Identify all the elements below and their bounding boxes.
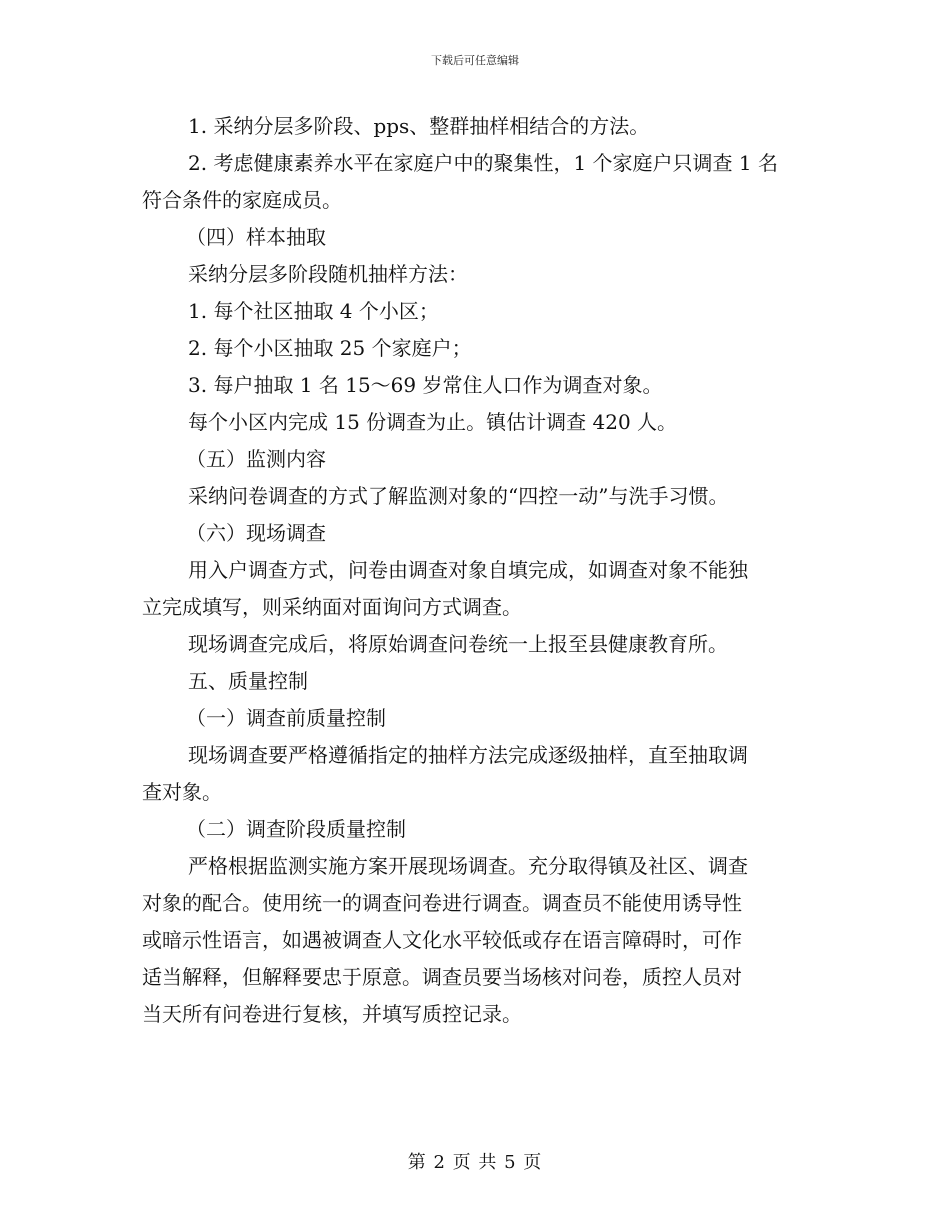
paragraph-step-1: 1. 每个社区抽取 4 个小区； bbox=[188, 299, 439, 323]
paragraph-sample-size: 每个小区内完成 15 份调查为止。镇估计调查 420 人。 bbox=[188, 410, 678, 434]
document-body bbox=[142, 108, 810, 1033]
paragraph-step-2: 2. 每个小区抽取 25 个家庭户； bbox=[188, 336, 472, 360]
paragraph-survey-stage-qc-line2: 对象的配合。使用统一的调查问卷进行调查。调查员不能使用诱导性 bbox=[142, 891, 742, 915]
paragraph-monitoring-content: 采纳问卷调查的方式了解监测对象的“四控一动”与洗手习惯。 bbox=[188, 484, 729, 508]
paragraph-method-2-line2: 符合条件的家庭成员。 bbox=[142, 188, 342, 212]
page-number: 第 2 页 共 5 页 bbox=[407, 1152, 543, 1173]
paragraph-field-survey-line1: 用入户调查方式，问卷由调查对象自填完成，如调查对象不能独 bbox=[188, 558, 748, 582]
heading-pre-survey-qc: （一）调查前质量控制 bbox=[186, 706, 386, 730]
paragraph-method-1: 1. 采纳分层多阶段、pps、整群抽样相结合的方法。 bbox=[188, 114, 650, 138]
header-note: 下载后可任意编辑 bbox=[431, 54, 519, 67]
paragraph-survey-stage-qc-line4: 适当解释，但解释要忠于原意。调查员要当场核对问卷，质控人员对 bbox=[142, 965, 742, 989]
paragraph-survey-stage-qc-line5: 当天所有问卷进行复核，并填写质控记录。 bbox=[142, 1002, 522, 1026]
paragraph-sampling-method: 采纳分层多阶段随机抽样方法： bbox=[188, 262, 468, 286]
paragraph-survey-stage-qc-line3: 或暗示性语言，如遇被调查人文化水平较低或存在语言障碍时，可作 bbox=[142, 928, 742, 952]
heading-field-survey: （六）现场调查 bbox=[186, 521, 326, 545]
paragraph-survey-stage-qc-line1: 严格根据监测实施方案开展现场调查。充分取得镇及社区、调查 bbox=[188, 854, 748, 878]
paragraph-field-survey-line2: 立完成填写，则采纳面对面询问方式调查。 bbox=[142, 595, 522, 619]
paragraph-method-2-line1: 2. 考虑健康素养水平在家庭户中的聚集性，1 个家庭户只调查 1 名 bbox=[188, 151, 778, 175]
paragraph-step-3: 3. 每户抽取 1 名 15～69 岁常住人口作为调查对象。 bbox=[188, 373, 663, 397]
section-quality-control: 五、质量控制 bbox=[188, 669, 308, 693]
heading-monitoring-content: （五）监测内容 bbox=[186, 447, 326, 471]
paragraph-pre-survey-qc-line1: 现场调查要严格遵循指定的抽样方法完成逐级抽样，直至抽取调 bbox=[188, 743, 748, 767]
heading-survey-stage-qc: （二）调查阶段质量控制 bbox=[186, 817, 406, 841]
paragraph-report: 现场调查完成后，将原始调查问卷统一上报至县健康教育所。 bbox=[188, 632, 728, 656]
heading-sample-selection: （四）样本抽取 bbox=[186, 225, 326, 249]
paragraph-pre-survey-qc-line2: 查对象。 bbox=[142, 780, 222, 804]
